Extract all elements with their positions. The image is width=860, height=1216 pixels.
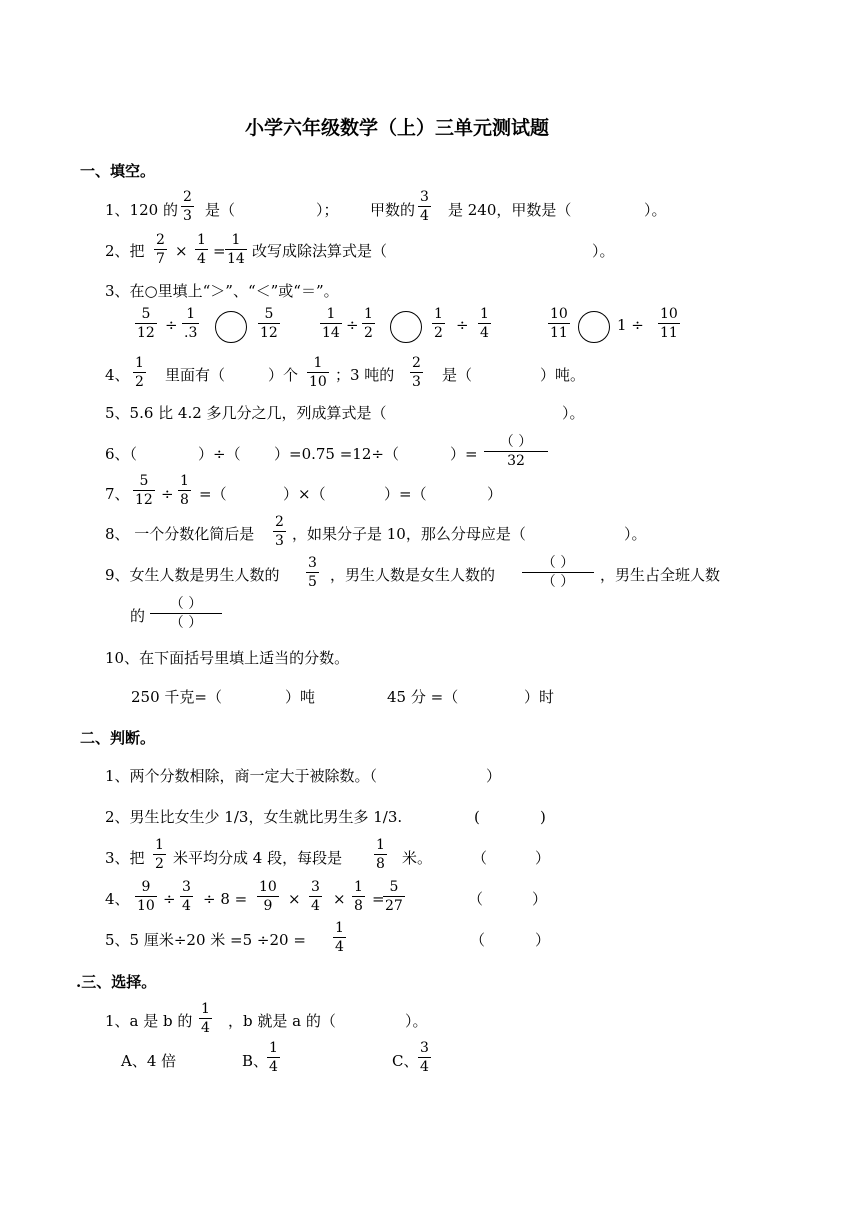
fraction: 2 7: [156, 232, 165, 267]
fill-q4-text-d: ；3 吨的: [335, 366, 395, 384]
fill-q4-text-f: ）吨。: [540, 366, 586, 384]
choose-option-c[interactable]: C、: [392, 1052, 419, 1070]
fill-q9-text-a: 9、女生人数是男生人数的: [105, 566, 280, 584]
fill-q4-text-e: 是（: [442, 366, 473, 384]
judge-q3-text-d: （: [472, 849, 488, 867]
judge-q2-text-c: ): [540, 808, 546, 826]
fraction: 5 27: [385, 879, 403, 914]
judge-q3-text-a: 3、把: [105, 849, 145, 867]
section-fill-heading: 一、填空。: [80, 162, 156, 180]
fraction: 1 14: [227, 232, 245, 267]
fraction: 1 4: [201, 1001, 210, 1036]
fill-q4-text-b: 里面有（: [165, 366, 226, 384]
choose-q1-text-c: ）。: [405, 1012, 428, 1030]
fill-q1-text-c: ）；: [316, 201, 339, 219]
fraction: 1 2: [364, 306, 373, 341]
judge-q2-text-b: (: [474, 808, 480, 826]
fraction: （ ） 32: [484, 435, 548, 468]
page-title: 小学六年级数学（上）三单元测试题: [245, 117, 550, 139]
fill-q2-text-a: 2、把: [105, 242, 145, 260]
divide-sign: ÷: [165, 316, 178, 334]
fill-q10-text-b: 250 千克=（: [131, 688, 222, 706]
fraction: 1 8: [180, 473, 189, 508]
fill-q10-text-d: 45 分 =（: [387, 688, 459, 706]
choose-option-b[interactable]: B、: [242, 1052, 269, 1070]
fill-q7-text-c: ）×（: [283, 485, 326, 503]
judge-q5-text-b: （: [470, 931, 486, 949]
fill-q1-text-e: 是 240，甲数是（: [448, 201, 572, 219]
fraction: 1 .3: [184, 306, 198, 341]
choose-q1-text-b: ，b 就是 a 的（: [228, 1012, 336, 1030]
judge-q4-text-b: （: [468, 890, 484, 908]
choose-option-a[interactable]: A、4 倍: [121, 1052, 177, 1070]
fraction: 3 5: [308, 555, 317, 590]
fill-q5-text-a: 5、5.6 比 4.2 多几分之几，列成算式是（: [105, 404, 387, 422]
fraction: 1 2: [135, 355, 144, 390]
fraction: 5 12: [260, 306, 278, 341]
fill-q9-text-c: ，男生占全班人数: [600, 566, 721, 584]
fill-q9-text-d: 的: [130, 607, 146, 625]
divide-sign: ÷: [456, 316, 469, 334]
fill-q10-text-a: 10、在下面括号里填上适当的分数。: [105, 649, 350, 667]
fraction: 3 4: [311, 879, 320, 914]
fill-q9-text-b: ，男生人数是女生人数的: [330, 566, 496, 584]
fill-q7-text-d: ）=（: [384, 485, 427, 503]
fraction: 1 10: [309, 355, 327, 390]
fill-q7-text-a: 7、: [105, 485, 130, 503]
fraction: 5 12: [135, 473, 153, 508]
fill-q3-e3-text: 1 ÷: [617, 316, 644, 334]
fill-q1-text-a: 1、120 的: [105, 201, 178, 219]
fill-q8-text-c: ）。: [624, 525, 647, 543]
fill-q8-text-a: 8、 一个分数化简后是: [105, 525, 255, 543]
fraction: 1 4: [335, 920, 344, 955]
fraction: 1 8: [376, 837, 385, 872]
fill-q1-text-b: 是（: [205, 201, 236, 219]
fill-q8-text-b: ，如果分子是 10，那么分母应是（: [292, 525, 526, 543]
fill-q6-text-b: ）÷（: [198, 445, 241, 463]
section-choose-heading: .三、选择。: [76, 973, 157, 991]
equals-sign: =: [372, 890, 385, 908]
fill-q10-text-e: ）时: [524, 688, 555, 706]
fill-q2-text-c: ）。: [592, 242, 615, 260]
compare-circle[interactable]: [578, 311, 610, 343]
fill-q5-text-b: ）。: [562, 404, 585, 422]
fraction: （ ） （ ）: [150, 597, 222, 630]
fraction: 9 10: [137, 879, 155, 914]
fill-q10-text-c: ）吨: [285, 688, 316, 706]
fill-q4-text-a: 4、: [105, 366, 130, 384]
times-sign: ×: [333, 890, 346, 908]
fill-q3-text: 3、在○里填上“＞”、“＜”或“＝”。: [105, 282, 339, 300]
equals-sign: =: [213, 242, 226, 260]
judge-q3-text-b: 米平均分成 4 段，每段是: [173, 849, 343, 867]
judge-q4-text-a: 4、: [105, 890, 130, 908]
fill-q6-text-a: 6、（: [105, 445, 138, 463]
divide-sign: ÷: [163, 890, 176, 908]
fraction: 1 2: [434, 306, 443, 341]
divide-sign: ÷: [346, 316, 359, 334]
judge-q2-text-a: 2、男生比女生少 1/3，女生就比男生多 1/3.: [105, 808, 403, 826]
judge-q3-text-c: 米。: [402, 849, 433, 867]
judge-q5-text-a: 5、5 厘米÷20 米 =5 ÷20 =: [105, 931, 306, 949]
times-sign: ×: [175, 242, 188, 260]
fill-q1-text-d: 甲数的: [370, 201, 416, 219]
fraction: 10 9: [259, 879, 277, 914]
fraction: 3 4: [420, 1040, 429, 1075]
fraction: 10 11: [660, 306, 678, 341]
fill-q6-text-d: ）=: [450, 445, 478, 463]
fill-q2-text-b: 改写成除法算式是（: [252, 242, 388, 260]
judge-q4-text-c: ）: [532, 890, 548, 908]
fraction: 2 3: [412, 355, 421, 390]
judge-q1-text-a: 1、两个分数相除，商一定大于被除数。（: [105, 767, 378, 785]
fraction: （ ） （ ）: [522, 556, 594, 589]
fraction: 1 4: [480, 306, 489, 341]
compare-circle[interactable]: [215, 311, 247, 343]
fraction: 10 11: [550, 306, 568, 341]
fraction: 3 4: [420, 189, 429, 224]
fraction: 1 4: [197, 232, 206, 267]
section-judge-heading: 二、判断。: [80, 729, 156, 747]
fill-q6-text-c: ）=0.75 =12÷（: [274, 445, 399, 463]
divide-sign: ÷: [161, 485, 174, 503]
fraction: 2 3: [275, 514, 284, 549]
fill-q7-text-b: =（: [199, 485, 227, 503]
judge-q1-text-b: ）: [486, 767, 502, 785]
judge-q4-op2: ÷ 8 =: [203, 890, 248, 908]
fraction: 1 4: [269, 1040, 278, 1075]
fraction: 3 4: [182, 879, 191, 914]
fill-q4-text-c: ）个: [268, 366, 299, 384]
judge-q5-text-c: ）: [535, 931, 551, 949]
fraction: 1 2: [155, 837, 164, 872]
judge-q3-text-e: ）: [535, 849, 551, 867]
compare-circle[interactable]: [390, 311, 422, 343]
fill-q1-text-f: ）。: [644, 201, 667, 219]
fill-q7-text-e: ）: [487, 485, 503, 503]
choose-q1-text-a: 1、a 是 b 的: [105, 1012, 193, 1030]
fraction: 1 8: [354, 879, 363, 914]
fraction: 1 14: [322, 306, 340, 341]
fraction: 2 3: [183, 189, 192, 224]
times-sign: ×: [288, 890, 301, 908]
fraction: 5 12: [137, 306, 155, 341]
